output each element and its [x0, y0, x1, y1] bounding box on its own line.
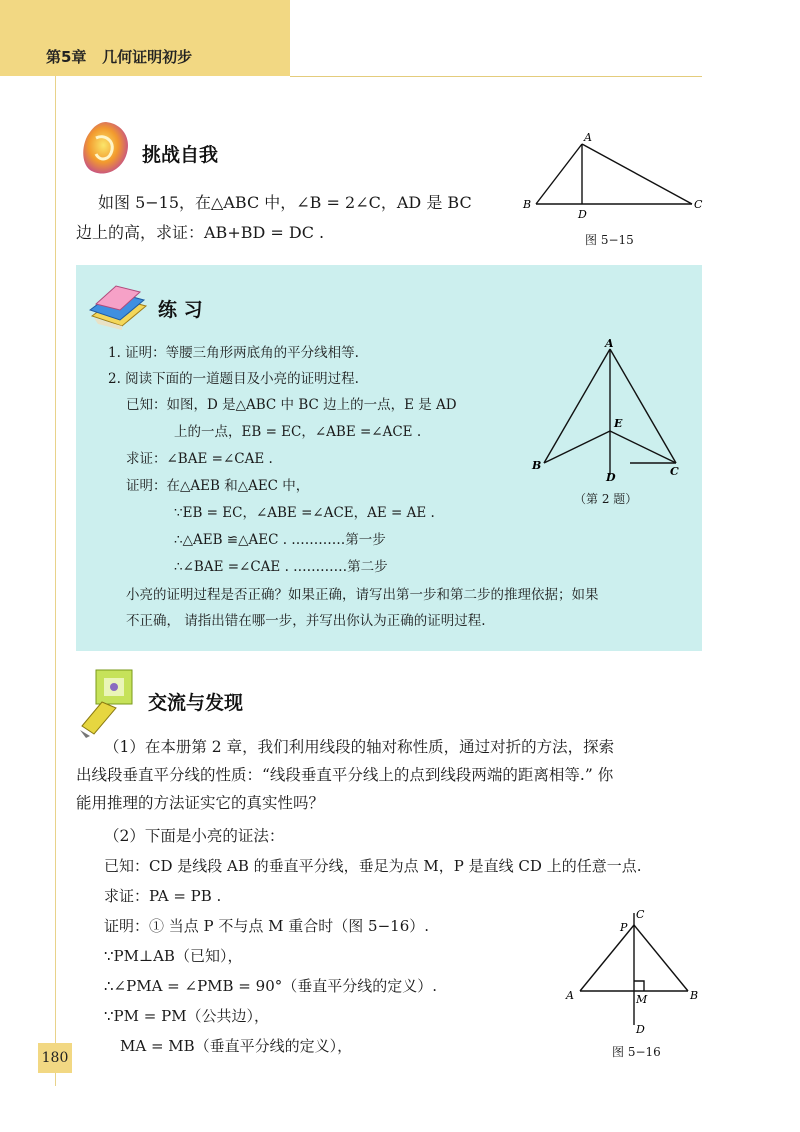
- figure-practice-2: [530, 335, 690, 485]
- proof-to-prove: 求证：∠BAE =∠CAE .: [126, 451, 273, 467]
- practice-title: 练 习: [158, 299, 203, 321]
- practice-question-line-2: 不正确， 请指出错在哪一步，并写出你认为正确的证明过程.: [126, 613, 486, 629]
- chapter-number: 第5章: [46, 48, 87, 66]
- fig2-label-d: D: [606, 471, 616, 484]
- left-margin-rule: [55, 76, 56, 1086]
- challenge-icon: [78, 118, 134, 180]
- fig16-label-a: A: [566, 989, 574, 1002]
- challenge-title: 挑战自我: [142, 144, 219, 166]
- discuss-line-2: 出线段垂直平分线的性质：“线段垂直平分线上的点到线段两端的距离相等.” 你: [76, 766, 614, 784]
- figure-practice-2-caption: （第 2 题）: [574, 492, 638, 506]
- chapter-title: 几何证明初步: [102, 48, 193, 66]
- fig15-label-c: C: [694, 198, 703, 211]
- discuss-line-4: （2）下面是小亮的证法：: [104, 827, 285, 845]
- discuss-line-1: （1）在本册第 2 章，我们利用线段的轴对称性质，通过对折的方法，探索: [104, 738, 615, 756]
- discuss-given: 已知：CD 是线段 AB 的垂直平分线，垂足为点 M，P 是直线 CD 上的任意一点.: [104, 857, 642, 875]
- discuss-proof-line-2: ∴∠PMA = ∠PMB = 90°（垂直平分线的定义）.: [104, 977, 438, 995]
- discuss-proof-line-3: ∵PM = PM（公共边），: [104, 1007, 270, 1025]
- discuss-proof-line-4: MA = MB（垂直平分线的定义），: [120, 1037, 353, 1055]
- practice-item-2: 2. 阅读下面的一道题目及小亮的证明过程.: [108, 371, 359, 387]
- figure-5-15: [520, 128, 710, 224]
- discuss-icon: [76, 668, 142, 738]
- figure-5-16: [562, 905, 712, 1039]
- proof-step-conditions: ∵EB = EC，∠ABE =∠ACE，AE = AE .: [174, 505, 435, 521]
- proof-step-2: ∴∠BAE =∠CAE . …………第二步: [174, 559, 388, 575]
- proof-given-line-1: 已知：如图，D 是△ABC 中 BC 边上的一点，E 是 AD: [126, 397, 457, 413]
- fig15-label-a: A: [584, 131, 592, 144]
- fig2-label-a: A: [605, 337, 614, 350]
- challenge-line-2: 边上的高，求证：AB+BD = DC .: [76, 223, 325, 242]
- figure-5-16-caption: 图 5−16: [612, 1045, 661, 1059]
- fig15-label-b: B: [523, 198, 532, 211]
- proof-given-line-2: 上的一点，EB = EC，∠ABE =∠ACE .: [174, 424, 422, 440]
- fig2-label-c: C: [670, 465, 679, 478]
- discuss-proof-start: 证明：① 当点 P 不与点 M 重合时（图 5−16）.: [104, 917, 430, 935]
- proof-start: 证明：在△AEB 和△AEC 中，: [126, 478, 310, 494]
- fig2-label-e: E: [614, 417, 623, 430]
- chapter-header-title: [46, 46, 192, 67]
- figure-5-15-caption: 图 5−15: [585, 233, 634, 247]
- challenge-line-1: 如图 5−15，在△ABC 中，∠B = 2∠C，AD 是 BC: [98, 193, 472, 212]
- fig16-label-c: C: [636, 908, 645, 921]
- fig16-label-p: P: [620, 921, 628, 934]
- books-icon: [86, 280, 152, 334]
- discuss-title: 交流与发现: [148, 692, 244, 714]
- fig16-label-m: M: [636, 993, 648, 1006]
- discuss-to-prove: 求证：PA = PB .: [104, 887, 222, 905]
- fig2-label-b: B: [532, 459, 542, 472]
- practice-item-1: 1. 证明：等腰三角形两底角的平分线相等.: [108, 345, 359, 361]
- fig15-label-d: D: [578, 208, 587, 221]
- discuss-line-3: 能用推理的方法证实它的真实性吗？: [76, 794, 325, 812]
- proof-step-1: ∴△AEB ≌△AEC . …………第一步: [174, 532, 386, 548]
- fig16-label-b: B: [690, 989, 699, 1002]
- fig16-label-d: D: [636, 1023, 645, 1036]
- page-number: 180: [38, 1043, 72, 1073]
- practice-question-line-1: 小亮的证明过程是否正确？如果正确，请写出第一步和第二步的推理依据；如果: [126, 587, 599, 603]
- header-rule: [290, 76, 702, 77]
- discuss-proof-line-1: ∵PM⊥AB（已知），: [104, 947, 243, 965]
